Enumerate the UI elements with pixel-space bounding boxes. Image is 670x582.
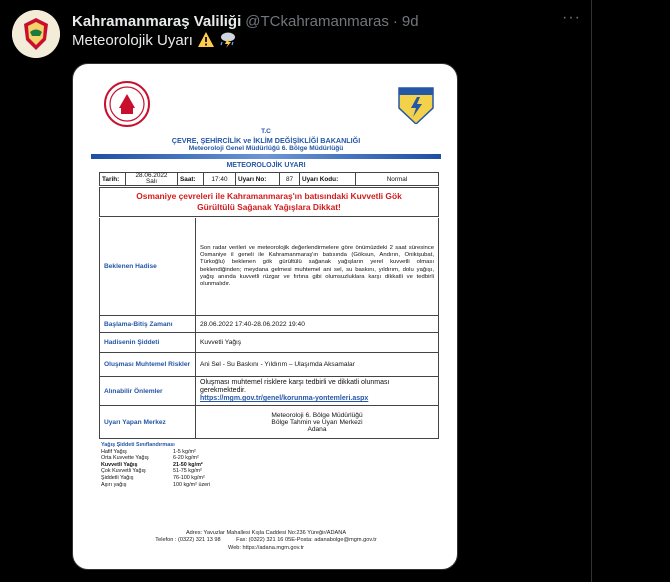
merkez-line-2: Bölge Tahmin ve Uyarı Merkezi: [271, 418, 363, 426]
scale-label: Çok Kuvvetli Yağış: [101, 468, 146, 475]
doc-footer: [79, 530, 453, 552]
time-value: 17:40: [204, 173, 236, 186]
avatar[interactable]: [12, 10, 60, 58]
banner-line-2: Gürültülü Sağanak Yağışlara Dikkat!: [197, 202, 341, 212]
user-handle[interactable]: @TCkahramanmaras: [245, 12, 389, 30]
siddet-value: Kuvvetli Yağış: [200, 339, 242, 346]
banner-line-1: Osmaniye çevreleri ile Kahramanmaraş'ın batısındaki Kuvvetli Gök: [136, 191, 402, 201]
crest-icon: [12, 10, 60, 58]
footer-contact: [79, 537, 453, 544]
thunder-cloud-rain-icon: [219, 31, 237, 49]
ministry-logo-icon: [103, 80, 151, 128]
onlem-label: Alınabilir Önlemler: [100, 377, 196, 405]
more-options-icon[interactable]: ···: [562, 9, 581, 26]
separator: ·: [392, 12, 398, 30]
siddet-label: Hadisenin Şiddeti: [100, 333, 196, 352]
scale-value: 21-50 kg/m²: [173, 461, 203, 468]
merkez-label: Uyarı Yapan Merkez: [100, 406, 196, 438]
tweet-body: Meteorolojik Uyarı: [72, 31, 193, 49]
row-merkez: [99, 406, 439, 439]
row-zaman: [99, 316, 439, 333]
info-table: [99, 172, 439, 186]
tweet-header: [72, 11, 419, 31]
scale-value: 6-20 kg/m²: [173, 455, 199, 462]
scale-label: Kuvvetli Yağış: [101, 461, 138, 468]
row-siddet: [99, 333, 439, 353]
display-name[interactable]: Kahramanmaraş Valiliği: [72, 12, 242, 30]
footer-address: Adres: Yavuzlar Mahallesi Kışla Caddesi No:236 Yüreğir/ADANA: [185, 530, 347, 536]
row-onlem: [99, 377, 439, 406]
scale-row: [101, 482, 210, 489]
date-cell: [126, 173, 178, 186]
scale-row: [101, 475, 210, 482]
scale-value: 100 kg/m² üzeri: [173, 481, 211, 488]
scale-title: Yağış Şiddeti Sınıflandırması: [101, 442, 175, 448]
merkez-line-3: Adana: [307, 425, 327, 433]
scale-row: [101, 468, 210, 475]
date-label: Tarih:: [100, 173, 126, 186]
risk-label: Oluşması Muhtemel Riskler: [100, 353, 196, 376]
header-band: [91, 154, 441, 159]
no-value: 87: [280, 173, 300, 186]
no-label: Uyarı No:: [236, 173, 280, 186]
code-value: Normal: [356, 173, 439, 186]
scale-label: Orta Kuvvette Yağış: [101, 455, 149, 462]
doc-directorate: Meteoroloji Genel Müdürlüğü 6. Bölge Müdürlüğü: [188, 145, 344, 152]
footer-fax: Fax: (0322) 321 16 05E-Posta: adanabolge@mgm.gov.tr: [236, 537, 377, 544]
zaman-value: 28.06.2022 17:40-28.06.2022 19:40: [200, 320, 305, 328]
warning-icon: [197, 31, 215, 49]
onlem-cell: [196, 377, 438, 405]
warning-document: [79, 70, 453, 565]
scale-label: Şiddetli Yağış: [101, 474, 134, 481]
footer-web: Web: https://adana.mgm.gov.tr: [228, 544, 304, 551]
scale-value: 1-5 kg/m²: [173, 448, 196, 455]
korunma-link[interactable]: https://mgm.gov.tr/genel/korunma-yontemleri.aspx: [200, 395, 369, 402]
precipitation-scale: [101, 442, 210, 488]
footer-phone: Telefon : (0322) 321 13 98: [155, 537, 221, 544]
row-hadise: [99, 218, 439, 316]
scale-label: Aşırı yağış: [101, 481, 127, 488]
zaman-label: Başlama-Bitiş Zamanı: [100, 316, 196, 332]
timestamp[interactable]: 9d: [401, 12, 419, 30]
day-value: Salı: [145, 178, 157, 185]
scale-value: 76-100 kg/m²: [173, 474, 205, 481]
merkez-cell: [196, 406, 438, 438]
row-risk: [99, 353, 439, 377]
doc-ministry: ÇEVRE, ŞEHİRCİLİK ve İKLİM DEĞİŞİKLİĞİ BAKANLIĞI: [171, 136, 361, 145]
scale-row: [101, 449, 210, 456]
meteoroloji-logo-icon: [397, 84, 435, 124]
scale-value: 51-75 kg/m²: [173, 468, 202, 475]
onlem-value: Oluşması muhtemel risklere karşı tedbirli ve dikkatli olunması gerekmektedir.: [200, 379, 390, 394]
tweet-text: [72, 31, 237, 49]
code-label: Uyarı Kodu:: [300, 173, 356, 186]
scale-row: [101, 462, 210, 469]
scale-label: Hafif Yağış: [101, 448, 127, 455]
doc-title: METEOROLOJİK UYARI: [226, 162, 306, 169]
hadise-label: Beklenen Hadise: [100, 218, 196, 315]
time-label: Saat:: [178, 173, 204, 186]
alert-banner: [99, 187, 439, 217]
doc-tc: T.C: [261, 128, 271, 135]
hadise-value: Son radar verileri ve meteorolojik değerlendirmelere göre önümüzdeki 2 saat süresince Osmaniye il geneli ile Kahramanmaraş'ın batısında (Göksun, Andırın, Onikişubat, Türkoğlu) beklenen gök gürültülü sağanak yağışların yerel kuvvetli olması beklendiğinden; meydana gelmesi muhtemel ani sel, su baskını, yıldırım, dolu yağışı, yağış anında kuvvetli rüzgar ve fırtına gibi olumsuzluklara karşı dikkatli ve tedbirli olunmalıdır.: [200, 244, 434, 288]
scale-row: [101, 455, 210, 462]
tweet-image[interactable]: [72, 63, 458, 570]
date-value: 28.06.2022: [135, 172, 168, 179]
risk-value: Ani Sel - Su Baskını - Yıldırım – Ulaşımda Aksamalar: [200, 361, 355, 368]
merkez-line-1: Meteoroloji 6. Bölge Müdürlüğü: [271, 411, 363, 419]
